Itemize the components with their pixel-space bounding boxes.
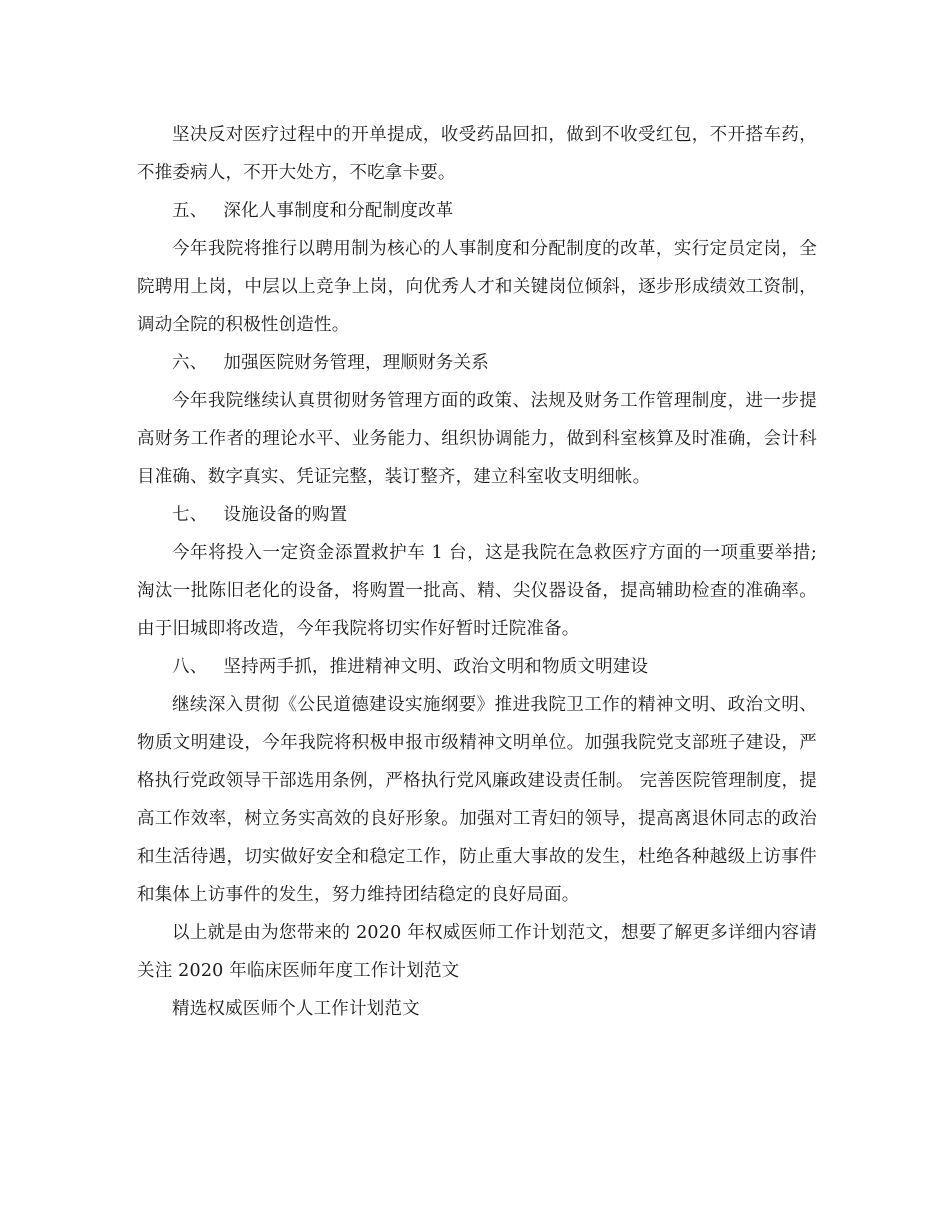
section-heading-5 (137, 192, 817, 230)
section-title: 深化人事制度和分配制度改革 (223, 201, 454, 221)
section-number: 六、 (172, 353, 208, 373)
section-title: 加强医院财务管理，理顺财务关系 (223, 353, 489, 373)
paragraph-2: 今年我院将推行以聘用制为核心的人事制度和分配制度的改革，实行定员定岗，全院聘用上岗，中层以上竞争上岗，向优秀人才和关键岗位倾斜，逐步形成绩效工资制，调动全院的积极性创造性。 (137, 239, 817, 335)
section-number: 七、 (172, 505, 208, 525)
section-number: 五、 (172, 201, 208, 221)
section-heading-8 (137, 648, 817, 686)
section-title: 设施设备的购置 (223, 505, 348, 525)
paragraph-6: 以上就是由为您带来的 2020 年权威医师工作计划范文，想要了解更多详细内容请关注 2020 年临床医师年度工作计划范文 (137, 923, 817, 981)
section-title: 坚持两手抓，推进精神文明、政治文明和物质文明建设 (223, 657, 649, 677)
section-number: 八、 (172, 657, 208, 677)
section-heading-7 (137, 496, 817, 534)
section-heading-6 (137, 344, 817, 382)
paragraph-5: 继续深入贯彻《公民道德建设实施纲要》推进我院卫工作的精神文明、政治文明、物质文明建设，今年我院将积极申报市级精神文明单位。加强我院党支部班子建设，严格执行党政领导干部选用条例，严格执行党风廉政建设责任制。 完善医院管理制度，提高工作效率，树立务实高效的良好形象。加强对工青妇的领导，提高离退休同志的政治和生活待遇，切实做好安全和稳定工作，防止重大事故的发生，杜绝各种越级上访事件和集体上访事件的发生，努力维持团结稳定的良好局面。 (137, 695, 817, 905)
paragraph-3: 今年我院继续认真贯彻财务管理方面的政策、法规及财务工作管理制度，进一步提高财务工作者的理论水平、业务能力、组织协调能力，做到科室核算及时准确，会计科目准确、数字真实、凭证完整，装订整齐，建立科室收支明细帐。 (137, 391, 817, 487)
document-body (137, 116, 817, 1028)
paragraph-4: 今年将投入一定资金添置救护车 1 台，这是我院在急救医疗方面的一项重要举措;淘汰一批陈旧老化的设备，将购置一批高、精、尖仪器设备，提高辅助检查的准确率。由于旧城即将改造，今年我院将切实作好暂时迁院准备。 (137, 543, 817, 639)
paragraph-1: 坚决反对医疗过程中的开单提成，收受药品回扣，做到不收受红包，不开搭车药，不推委病人，不开大处方，不吃拿卡要。 (137, 125, 817, 183)
paragraph-7: 精选权威医师个人工作计划范文 (172, 999, 420, 1019)
